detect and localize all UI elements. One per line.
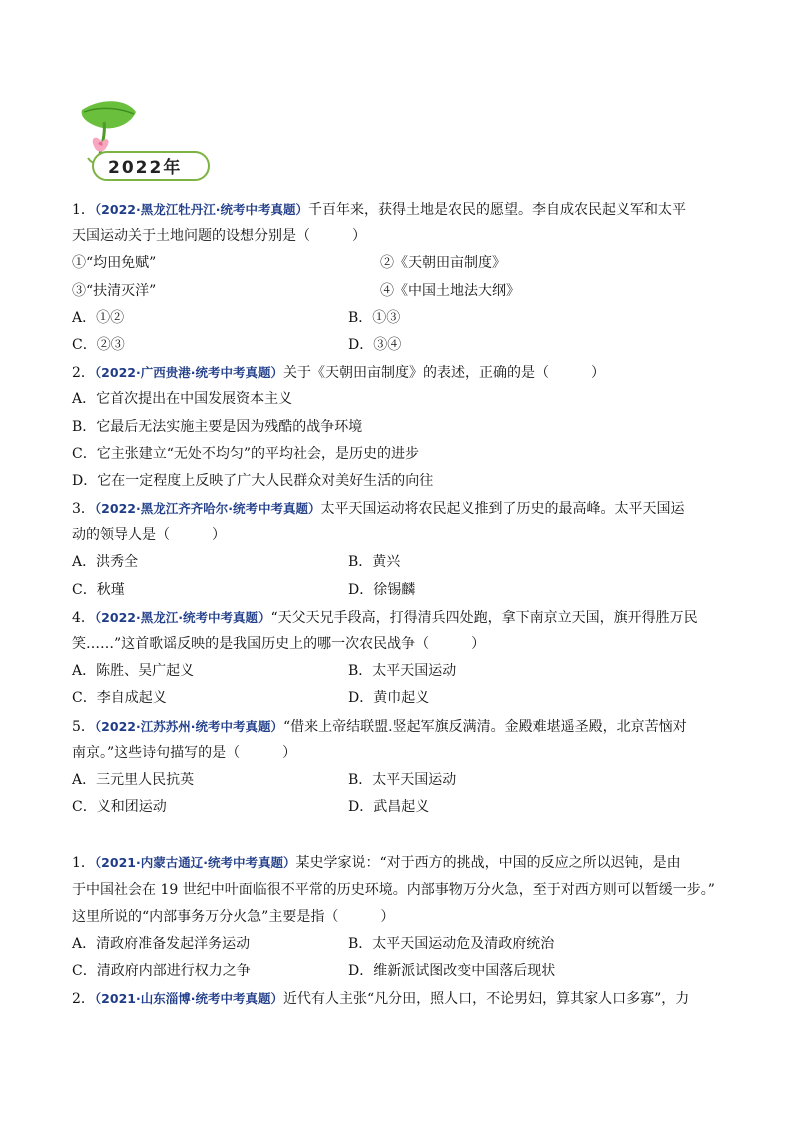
answer-option: A．它首次提出在中国发展资本主义	[72, 391, 293, 408]
statement-item: ③“扶清灭洋”	[72, 282, 157, 299]
question-stem: “天父天兄手段高，打得清兵四处跑，拿下南京立天国，旗开得胜万民	[270, 609, 698, 626]
answer-option: A．三元里人民抗英	[72, 771, 195, 788]
question-source: （2022·黑龙江·统考中考真题）	[94, 609, 271, 625]
year-badge-label: 2022年	[108, 158, 183, 178]
question-stem: 关于《天朝田亩制度》的表述，正确的是（ ）	[282, 365, 605, 382]
question-2022-1	[72, 196, 732, 359]
answer-option: A．清政府准备发起洋务运动	[72, 935, 251, 952]
answer-option: B．太平天国运动	[348, 663, 457, 680]
question-source: （2022·广西贵港·统考中考真题）	[94, 365, 283, 381]
answer-option: A．①②	[72, 309, 125, 326]
answer-option: A．洪秀全	[72, 554, 139, 571]
question-stem: 天国运动关于土地问题的设想分别是（ ）	[72, 228, 366, 245]
answer-option: D．③④	[348, 336, 402, 353]
question-stem: 于中国社会在 19 世纪中叶面临很不平常的历史环境。内部事物万分火急，至于对西方则可以暂缓一步。”	[72, 881, 715, 898]
answer-option: D．黄巾起义	[348, 690, 430, 707]
question-stem: 近代有人主张“凡分田，照人口，不论男妇，算其家人口多寡”，力	[282, 991, 690, 1008]
question-2022-2	[72, 359, 732, 495]
question-stem: “借来上帝结联盟.竖起军旗反满清。金殿难堪遥圣殿，北京苦恼对	[282, 718, 687, 735]
answer-option: B．太平天国运动	[348, 771, 457, 788]
answer-option: D．维新派试图改变中国落后现状	[348, 963, 556, 980]
question-source: （2022·黑龙江牡丹江·统考中考真题）	[94, 202, 308, 217]
answer-option: D．徐锡麟	[348, 581, 416, 598]
question-number: 5．	[72, 718, 95, 735]
question-stem: 笑……”这首歌谣反映的是我国历史上的哪一次农民战争（ ）	[72, 636, 486, 652]
question-source: （2022·黑龙江齐齐哈尔·统考中考真题）	[94, 501, 321, 517]
answer-option: B．①③	[348, 309, 401, 326]
question-source: （2021·山东淄博·统考中考真题）	[94, 991, 283, 1007]
question-number: 1．	[72, 855, 95, 872]
question-2022-3	[72, 495, 732, 604]
question-number: 3．	[72, 501, 95, 518]
question-number: 4．	[72, 609, 95, 626]
question-stem: 千百年来，获得土地是农民的愿望。李自成农民起义军和太平	[307, 202, 686, 218]
question-source: （2021·内蒙古通辽·统考中考真题）	[94, 855, 296, 871]
question-stem: 某史学家说：“对于西方的挑战，中国的反应之所以迟钝，是由	[295, 855, 681, 872]
answer-option: C．李自成起义	[72, 690, 167, 707]
answer-option: C．义和团运动	[72, 799, 167, 816]
answer-option: C．秋瑾	[72, 581, 125, 598]
question-number: 1．	[72, 202, 95, 218]
question-stem: 动的领导人是（ ）	[72, 527, 226, 544]
answer-option: C．它主张建立“无处不均匀”的平均社会，是历史的进步	[72, 445, 420, 462]
question-list	[72, 196, 732, 1012]
year-badge	[70, 96, 220, 188]
question-2022-5	[72, 713, 732, 822]
answer-option: B．黄兴	[348, 554, 401, 571]
question-stem: 这里所说的“内部事务万分火急”主要是指（ ）	[72, 908, 395, 925]
answer-option: C．②③	[72, 336, 125, 353]
answer-option: B．它最后无法实施主要是因为残酷的战争环境	[72, 418, 363, 435]
answer-option: C．清政府内部进行权力之争	[72, 963, 251, 980]
answer-option: A．陈胜、吴广起义	[72, 663, 195, 680]
section-gap	[72, 821, 732, 849]
answer-option: B．太平天国运动危及清政府统治	[348, 935, 555, 952]
question-2021-2	[72, 985, 732, 1012]
question-number: 2．	[72, 365, 95, 382]
question-source: （2022·江苏苏州·统考中考真题）	[94, 718, 283, 734]
answer-option: D．武昌起义	[348, 799, 430, 816]
answer-option: D．它在一定程度上反映了广大人民群众对美好生活的向往	[72, 472, 434, 489]
statement-item: ④《中国土地法大纲》	[380, 282, 520, 299]
statement-item: ②《天朝田亩制度》	[380, 255, 506, 272]
question-2021-1	[72, 849, 732, 985]
question-stem: 太平天国运动将农民起义推到了历史的最高峰。太平天国运	[320, 501, 685, 518]
question-stem: 南京。”这些诗句描写的是（ ）	[72, 744, 297, 761]
statement-item: ①“均田免赋”	[72, 255, 157, 272]
question-2022-4	[72, 604, 732, 713]
question-number: 2．	[72, 991, 95, 1008]
